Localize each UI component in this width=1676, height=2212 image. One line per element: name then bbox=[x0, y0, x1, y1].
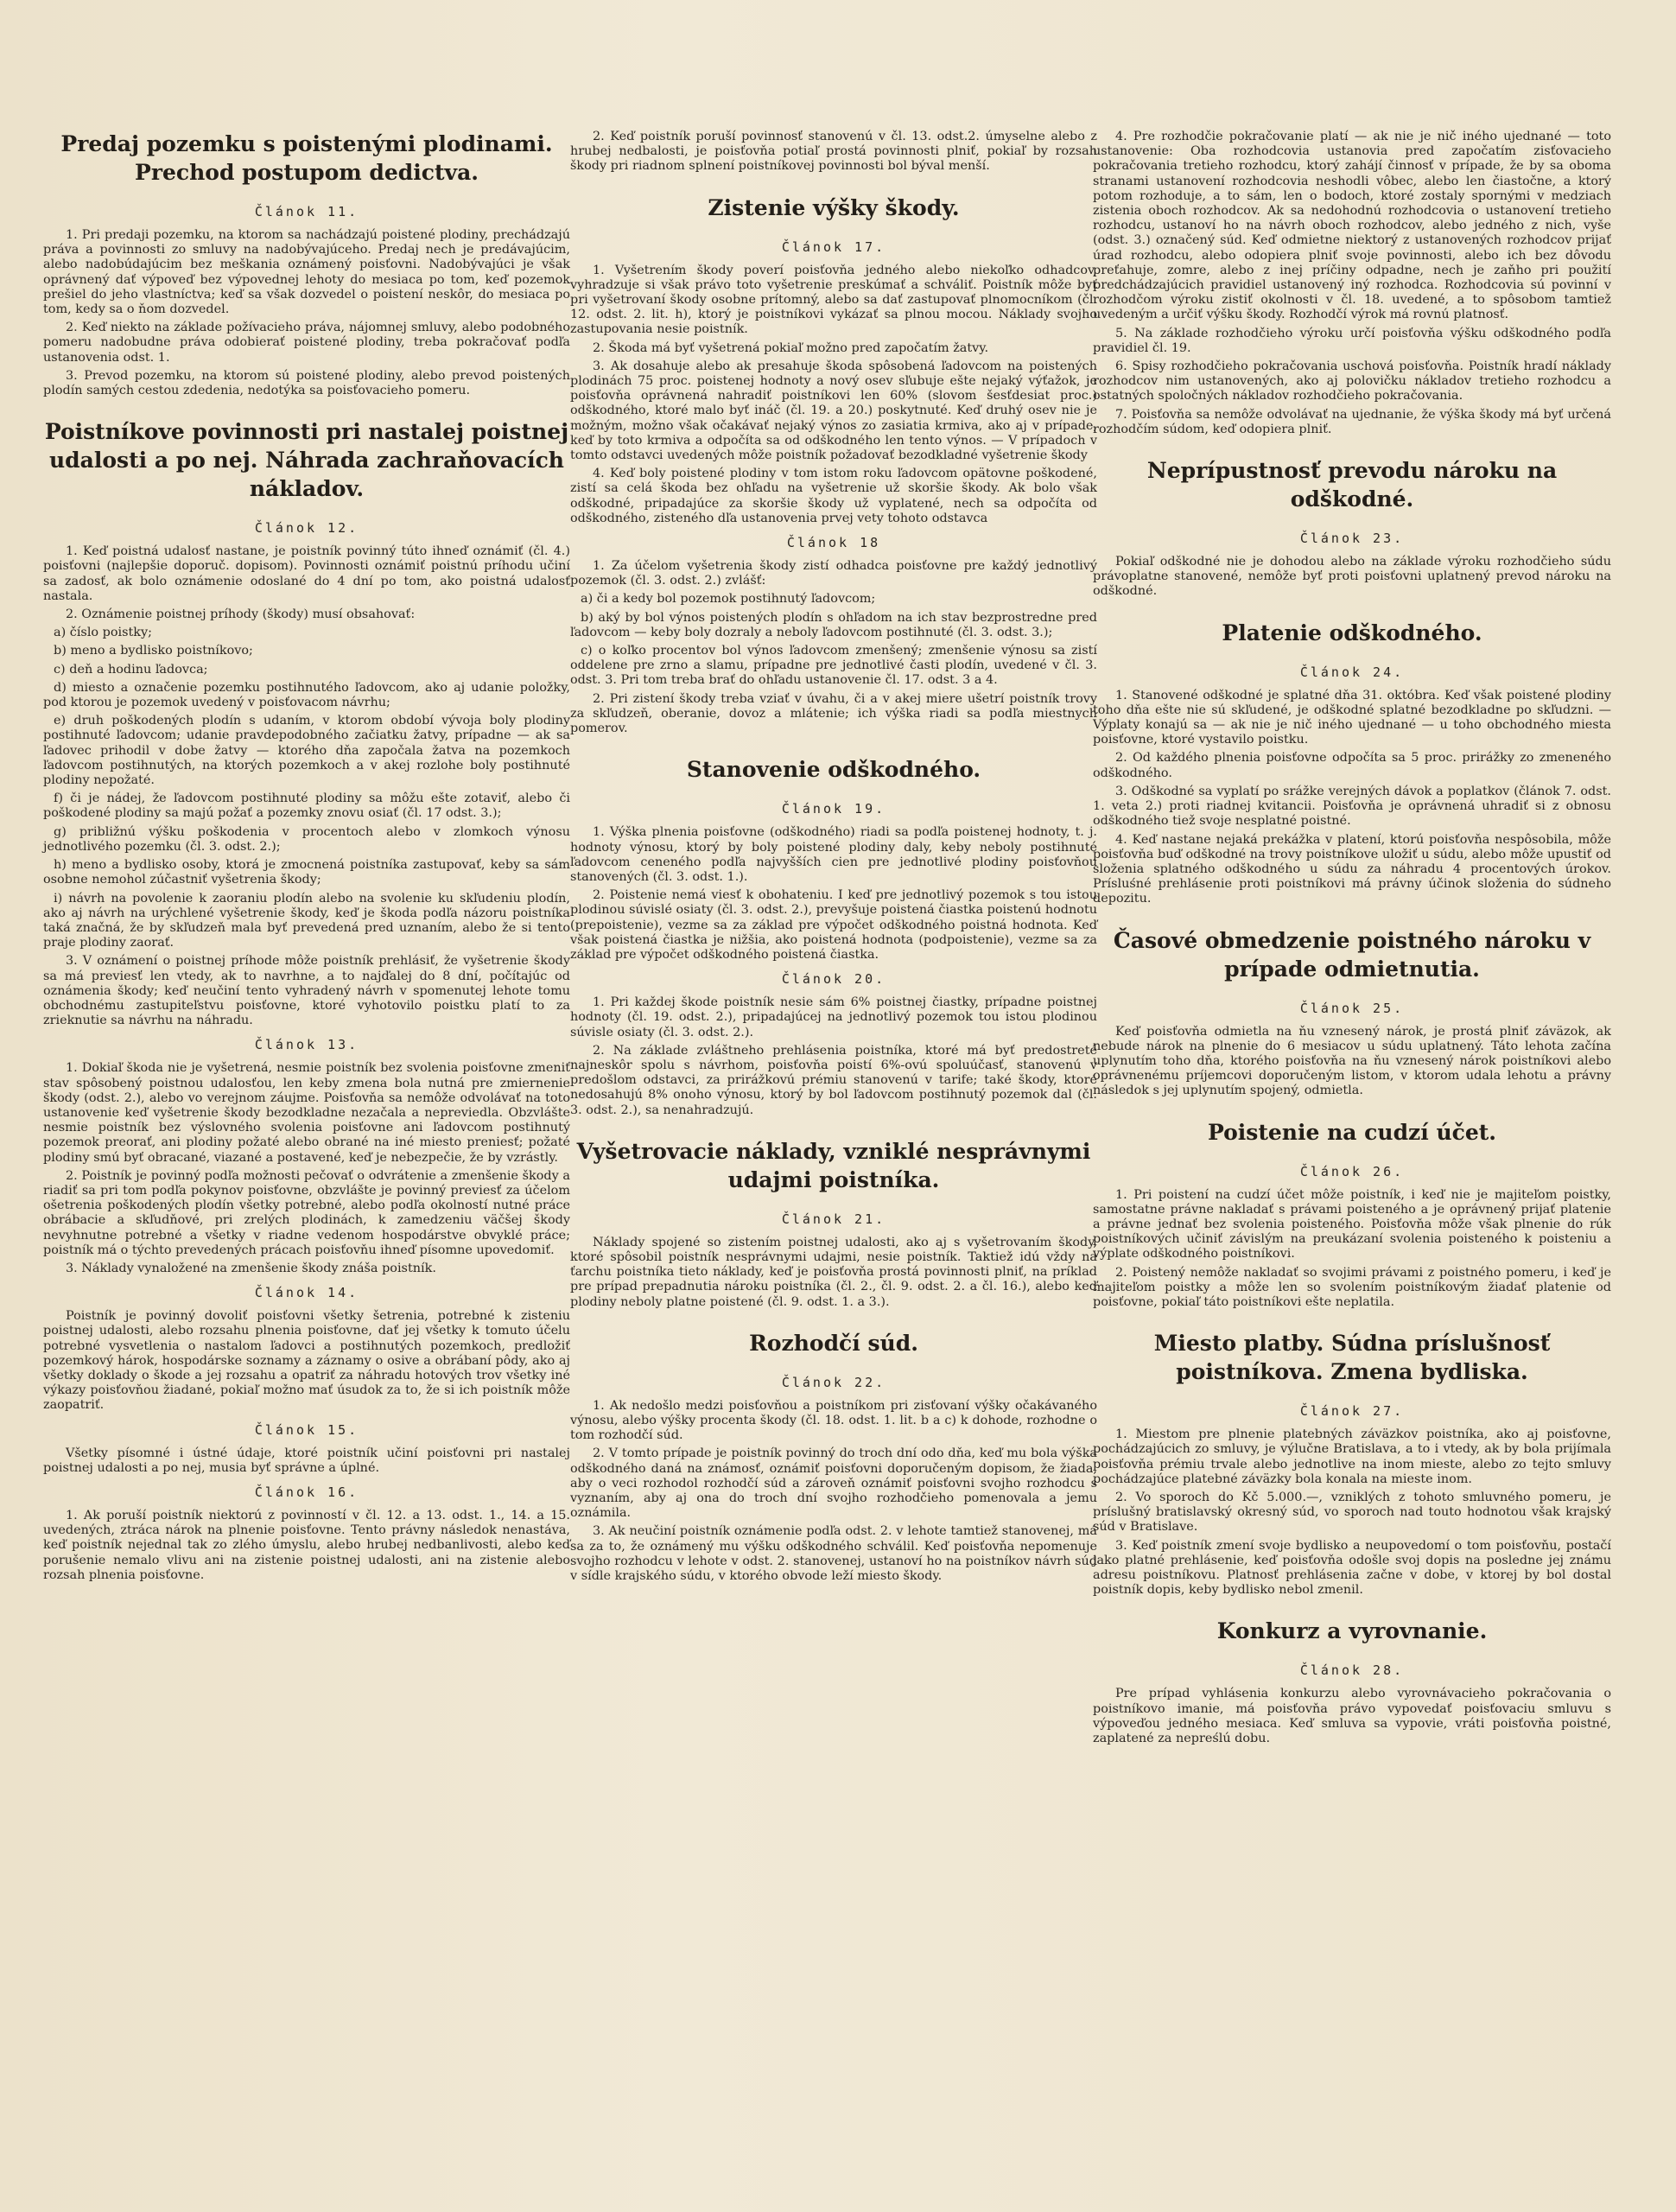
paragraph: 1. Miestom pre plnenie platebných záväzkov poistníka, ako aj poisťovne, pochádzajúcich zo smluvy, je výlučne Bratislava, a to i vtedy, ak by bola prijímala poisťovňa prémiu trvale alebo jednotlive na inom mieste, alebo zo tejto smluvy pochádzajúce platebné záväzky bola konala na mieste inom. bbox=[1093, 1427, 1611, 1486]
article-25-label: Článok 25. bbox=[1299, 1000, 1405, 1016]
article-16-label: Článok 16. bbox=[254, 1484, 359, 1500]
list-item: a) či a kedy bol pozemok postihnutý ľadovcom; bbox=[581, 592, 876, 607]
paragraph: 1. Ak poruší poistník niektorú z povinností v čl. 12. a 13. odst. 1., 14. a 15. uvedených, ztráca nárok na plnenie poisťovne. Tento právny následok nenastáva, keď poistník nejednal tak zo zlého úmyslu, alebo hrubej nedbanlivosti, alebo keď porušenie nemalo vlivu ani na zistenie poistnej udalosti, ani na zistenie alebo rozsah plnenia poisťovne. bbox=[43, 1509, 570, 1582]
paragraph: 2. Poistník je povinný podľa možnosti pečovať o odvrátenie a zmenšenie škody a riadiť sa pri tom podľa pokynov poisťovne, obzvlášte je povinný previesť za účelom ošetrenia poškodených plodín všetky potrebné, alebo podľa okolností nutné práce obrábacie a skľudňové, pri zrelých plodinách, k zamedzeniu väčšej škody nevyhnutne potrebné a všetky v riadne vedenom hospodárstve obvyklé práce; poistník má o týchto prevedených prácach poisťovňu ihneď písomne upovedomiť. bbox=[43, 1168, 570, 1257]
heading-casove-obmedzenie: Časové obmedzenie poistného nároku v prípade odmietnutia. bbox=[1113, 927, 1591, 982]
article-13-label: Článok 13. bbox=[254, 1037, 359, 1053]
list-item: h) meno a bydlisko osoby, ktorá je zmocnená poistníka zastupovať, keby sa sám osobne nemohol zúčastniť vyšetrenia škody; bbox=[43, 858, 570, 887]
article-11-label: Článok 11. bbox=[254, 204, 359, 219]
paragraph: 2. Od každého plnenia poisťovne odpočíta sa 5 proc. prirážky zo zmeneného odškodného. bbox=[1093, 751, 1611, 780]
paragraph: 2. Keď poistník poruší povinnosť stanovenú v čl. 13. odst.2. úmyselne alebo z hrubej nedbalosti, je poisťovňa potiaľ prostá povinnosti plniť, pokiaľ by rozsah škody pri riadnom splnení poistníkovej povinnosti bol býval menší. bbox=[570, 130, 1097, 174]
paragraph: 5. Na základe rozhodčieho výroku určí poisťovňa výšku odškodného podľa pravidiel čl. 19. bbox=[1093, 326, 1611, 355]
paragraph: Pokiaľ odškodné nie je dohodou alebo na základe výroku rozhodčieho súdu právoplatne stanovené, nemôže byť proti poisťovni uplatnený prevod nároku na odškodné. bbox=[1093, 555, 1611, 599]
article-12-label: Článok 12. bbox=[254, 520, 359, 537]
paragraph: 1. Dokiaľ škoda nie je vyšetrená, nesmie poistník bez svolenia poisťovne zmeniť stav spôsobený poistnou udalosťou, len keby zmena bola nutná pre zmiernenie škody (odst. 2.), alebo vo verejnom záujme. Poisťovňa sa nemôže odvolávať na toto ustanovenie keď vyšetrenie škody bezodkladne nezačala a nepreviedla. Obzvlášte nesmie poistník bez výslovného svolenia poisťovne ani ľadovcom postihnutý pozemok preorať, ani plodiny požaté alebo obrané na iné miesto preniesť; požaté plodiny smú byť obracané, viazané a postavené, keď je nebezpečie, že by vzrástly. bbox=[43, 1061, 570, 1165]
list-item: g) približnú výšku poškodenia v procentoch alebo v zlomkoch výnosu jednotlivého pozemku (čl. 3. odst. 2.); bbox=[43, 824, 570, 854]
paragraph: 3. Ak neučiní poistník oznámenie podľa odst. 2. v lehote tamtiež stanovenej, má sa za to, že oznámený mu výšku odškodného schválil. Keď poisťovňa nepomenuje svojho rozhodcu v lehote v odst. 2. stanovenej, ustanoví ho na poistníkov návrh súd v sídle krajského súdu, v ktorého obvode leží miesto škody. bbox=[570, 1524, 1097, 1583]
article-19-label: Článok 19. bbox=[781, 801, 886, 817]
paragraph: 3. V oznámení o poistnej príhode môže poistník prehlásiť, že vyšetrenie škody sa má previesť len vtedy, ak to navrhne, a to najďalej do 8 dní, počítajúc od oznámenia škody; keď neučiní tento vyhradený návrh v spomenutej lehote tomu obchodnému zastupiteľstvu poisťovne, ktoré vyhotovilo poistku platí to za zrieknutie sa návrhu na náhradu. bbox=[43, 954, 570, 1028]
paragraph: 2. Keď niekto na základe požívacieho práva, nájomnej smluvy, alebo podobného pomeru nadobudne práva odobierať poistené plodiny, treba pokračovať podľa ustanovenia odst. 1. bbox=[43, 321, 570, 365]
article-26-label: Článok 26. bbox=[1299, 1163, 1405, 1179]
paragraph: 2. V tomto prípade je poistník povinný do troch dní odo dňa, keď mu bola výška odškodného daná na známosť, oznámiť poisťovni doporučeným dopisom, že žiada, aby o veci rozhodol rozhodčí súd a zároveň oznámiť poisťovni svojho rozhodcu s vyznaním, aby aj ona do troch dní svojho rozhodčieho pomenovala a jemu oznámila. bbox=[570, 1446, 1097, 1521]
paragraph: Pre prípad vyhlásenia konkurzu alebo vyrovnávacieho pokračovania o poistníkovo imanie, má poisťovňa právo vypovedať poisťovaciu smluvu s výpoveďou jedného mesiaca. Keď smluva sa vypovie, vráti poisťovňa poistné, zaplatené za nepreślú dobu. bbox=[1093, 1687, 1611, 1745]
paragraph: 3. Prevod pozemku, na ktorom sú poistené plodiny, alebo prevod poistených plodín samých cestou zdedenia, nedotýka sa poisťovacieho pomeru. bbox=[43, 368, 570, 398]
article-27-label: Článok 27. bbox=[1299, 1403, 1405, 1420]
paragraph: Poistník je povinný dovoliť poisťovni všetky šetrenia, potrebné k zisteniu poistnej udalosti, alebo rozsahu plnenia poisťovne, dať jej všetky k tomuto účelu potrebné vysvetlenia o nastalom ľadovci a postihnutých pozemkoch, predložiť pozemkový hárok, hospodárske soznamy a záznamy o osive a obrábaní pôdy, ako aj všetky doklady o škode a jej rozsahu a opatriť za náhradu hotových trov všetky iné výkazy poisťovňou žiadané, pokiaľ možno mať úsudok za to, že si ich poistník môže zaopatriť. bbox=[43, 1309, 570, 1413]
article-20-label: Článok 20. bbox=[781, 971, 886, 988]
paragraph: 2. Poistenie nemá viesť k obohateniu. I keď pre jednotlivý pozemok s tou istou plodinou súvislé osiaty (čl. 3. odst. 2.), prevyšuje poistená čiastka poistenú hodnotu (prepoistenie), vezme sa za základ pre výpočet odškodného poistná hodnota. Keď však poistená čiastka je nižšia, ako poistená hodnota (podpoistenie), vezme sa za základ pre výpočet odškodného poistená čiastka. bbox=[570, 888, 1098, 962]
paragraph: 1. Ak nedošlo medzi poisťovňou a poistníkom pri zisťovaní výšky očakávaného výnosu, alebo výšky procenta škody (čl. 18. odst. 1. lit. b a c) k dohode, rozhodne o tom rozhodčí súd. bbox=[570, 1398, 1097, 1443]
article-18-label: Článok 18 bbox=[786, 535, 881, 551]
article-28-label: Článok 28. bbox=[1299, 1662, 1405, 1679]
paragraph: 2. Oznámenie poistnej príhody (škody) musí obsahovať: bbox=[66, 607, 416, 622]
column-left bbox=[43, 130, 570, 1586]
paragraph: 1. Za účelom vyšetrenia škody zistí odhadca poisťovne pre každý jednotlivý pozemok (čl. 3. odst. 2.) zvlášť: bbox=[570, 559, 1097, 588]
paragraph: 6. Spisy rozhodčieho pokračovania uschová poisťovňa. Poistník hradí náklady rozhodcov nim ustanovených, ako aj polovičku nákladov tretieho rozhodcu a ostatných spoločných nákladov rozhodčieho pokračovania. bbox=[1093, 359, 1611, 404]
paragraph: 3. Ak dosahuje alebo ak presahuje škoda spôsobená ľadovcom na poistených plodinách 75 proc. poistenej hodnoty a nový osev sľubuje ešte nejaký výťažok, je poisťovňa oprávnená nahradiť poistníkovi len 60% (slovom šesťdesiat proc.) odškodného, ktoré malo byť ináč (čl. 19. a 20.) poskytnuté. Keď druhý osev nie je možným, možno však očakávať nejaký výnos zo zasiatia krmiva, ako aj v prípade, keď by toto krmiva a odpočíta sa od odškodného len tento výnos. — V prípadoch v tomto odstavci uvedených môže poistník požadovať bezodkladné vyšetrenie škody bbox=[570, 359, 1097, 463]
list-item: b) meno a bydlisko poistníkovo; bbox=[54, 644, 253, 658]
heading-miesto-platby: Miesto platby. Súdna príslušnosť poistníkova. Zmena bydliska. bbox=[1153, 1331, 1551, 1385]
heading-konkurz-a-vyrovnanie: Konkurz a vyrovnanie. bbox=[1216, 1618, 1488, 1644]
heading-vysetrovacie-naklady: Vyšetrovacie náklady, vzniklé nesprávnymi udajmi poistníka. bbox=[576, 1138, 1091, 1192]
paragraph: 1. Výška plnenia poisťovne (odškodného) riadi sa podľa poistenej hodnoty, t. j. hodnoty výnosu, ktorý by boly poistené plodiny daly, keby neboly postihnuté ľadovcom ceneného podľa najvyšších cien pre jednotlivé plodiny poisťovňou stanovených (čl. 3. odst. 1.). bbox=[570, 825, 1097, 884]
paragraph: 2. Škoda má byť vyšetrená pokiaľ možno pred započatím žatvy. bbox=[593, 340, 989, 355]
paragraph: 7. Poisťovňa sa nemôže odvolávať na ujednanie, že výška škody má byť určená rozhodčím súdom, keď odopiera plniť. bbox=[1093, 407, 1611, 436]
list-item: b) aký by bol výnos poistených plodín s ohľadom na ich stav bezprostredne pred ľadovcom — keby boly dozraly a neboly ľadovcom postihnuté (čl. 3. odst. 3.); bbox=[570, 610, 1097, 639]
paragraph: 1. Pri poistení na cudzí účet môže poistník, i keď nie je majiteľom poistky, samostatne právne nakladať s právami poisteného a je oprávnený prijať platenie a právne jednať bez svolenia poisteného. Poisťovňa môže však plnenie do rúk poistníkových učiniť závislým na preukázaní svolenia poisteného k poisteniu a výplate odškodného poistníkovi. bbox=[1093, 1187, 1611, 1262]
paragraph: 4. Keď nastane nejaká prekážka v platení, ktorú poisťovňa nespôsobila, môže poisťovňa buď odškodné na trovy poistníkove uložiť u súdu, alebo môže upustiť od složenia splatného odškodného u súdu za náhradu 4 procentových úrokov. Prísluśné prehlásenie proti poistníkovi má právny účinok složenia do súdneho depozitu. bbox=[1093, 832, 1611, 906]
paragraph: 4. Keď boly poistené plodiny v tom istom roku ľadovcom opätovne poškodené, zistí sa celá škoda bez ohľadu na vyšetrenie už skoršie škody. Ak bolo však odškodné, pripadajúce za skoršie škody už vyplatené, nech sa odpočíta od odškodného, zisteného dľa ustanovenia prvej vety tohoto odstavca bbox=[570, 467, 1097, 525]
paragraph: 1. Vyšetrením škody poverí poisťovňa jedného alebo niekoľko odhadcov, vyhradzuje si však právo toto vyšetrenie preskúmať a schváliť. Poistník môže byť pri vyšetrovaní škody osobne prítomný, alebo sa dať zastupovať plnomocníkom (čl. 12. odst. 2. lit. h), ktorý je poistníkovi vykázať sa plnou mocou. Náklady svojho zastupovania nesie poistník. bbox=[570, 263, 1097, 337]
article-21-label: Článok 21. bbox=[781, 1211, 886, 1227]
article-23-label: Článok 23. bbox=[1299, 531, 1405, 547]
list-item: c) deň a hodinu ľadovca; bbox=[54, 662, 208, 677]
paragraph: 1. Pri predaji pozemku, na ktorom sa nachádzajú poistené plodiny, prechádzajú práva a povinnosti zo smluvy na nadobývajúceho. Predaj nech je predávajúcim, alebo nadobúdajúcim bez meškania oznámený poisťovni. Nadobývajúci je však oprávnený dať výpoveď bez výpovednej lehoty do mesiaca po tom, keď pozemok prešiel do jeho vlastníctva; keď sa však dozvedel o poistení neskôr, do mesiaca po tom, kedy sa o ňom dozvedel. bbox=[43, 228, 570, 317]
paragraph: 3. Odškodné sa vyplatí po srážke verejných dávok a poplatkov (článok 7. odst. 1. veta 2.) proti riadnej kvitancii. Poisťovňa je oprávnená uhradiť si z obnosu odškodného tiež svoje nesplatné poistné. bbox=[1093, 784, 1611, 829]
heading-poistnikove-povinnosti: Poistníkove povinnosti pri nastalej poistnej udalosti a po nej. Náhrada zachraňovacích nákladov. bbox=[44, 419, 569, 502]
paragraph: 1. Pri každej škode poistník nesie sám 6% poistnej čiastky, prípadne poistnej hodnoty (čl. 19. odst. 2.), pripadajúcej na jednotlivý pozemok tou istou plodinou súvisle osiaty (čl. 3. odst. 2.). bbox=[570, 995, 1097, 1039]
list-item: a) číslo poistky; bbox=[54, 626, 153, 640]
paragraph: 3. Náklady vynaložené na zmenšenie škody znáša poistník. bbox=[66, 1261, 436, 1275]
paragraph: 2. Pri zistení škody treba vziať v úvahu, či a v akej miere ušetrí poistník trovy za skľudzeň, oberanie, dovoz a mlátenie; ich výška riadi sa podľa miestnych pomerov. bbox=[570, 691, 1097, 736]
article-15-label: Článok 15. bbox=[254, 1421, 359, 1438]
column-middle bbox=[570, 130, 1097, 1587]
paragraph: 2. Poistený nemôže nakladať so svojimi právami z poistného pomeru, i keď je majiteľom poistky a môže len so svolením poistníkovým žiadať platenie od poisťovne, pokiaľ táto poistníkovi ešte neplatila. bbox=[1093, 1265, 1611, 1309]
heading-predaj-pozemku: Predaj pozemku s poistenými plodinami. Prechod postupom dedictva. bbox=[60, 131, 553, 185]
heading-neprípustnost-prevodu: Neprípustnosť prevodu nároku na odškodné. bbox=[1146, 458, 1558, 512]
paragraph: 3. Keď poistník zmení svoje bydlisko a neupovedomí o tom poisťovňu, postačí jako platné prehlásenie, keď poisťovňa odošle svoj dopis na posledne jej známu adresu poistníkovu. Platnosť prehlásenia začne v dobe, v ktorej by bol dostal poistník dopis, keby bydlisko nebol zmenil. bbox=[1093, 1538, 1611, 1598]
heading-platenie-odskodneho: Platenie odškodného. bbox=[1222, 620, 1482, 645]
heading-rozhodci-sud: Rozhodčí súd. bbox=[749, 1330, 918, 1356]
paragraph: 4. Pre rozhodčie pokračovanie platí — ak nie je nič iného ujednané — toto ustanovenie: Oba rozhodcovia ustanovia pred započatím zisťovacieho pokračovania tretieho rozhodcu, ktorý zahájí činnosť v prípade, že by sa oboma stranami ustanovení rozhodcovia neshodli vôbec, alebo len čiastočne, a ktorý potom rozhoduje, a to sám, len o bodoch, ktoré zostaly spornými v medziach zistenia oboch rozhodcov. Ak sa nedohodnú rozhodcovia o ustanovení tretieho rozhodcu, ustanoví ho na návrh oboch rozhodcov, alebo jedného z nich, vyše (odst. 3.) označený súd. Keď odmietne niektorý z ustanovených rozhodcov prijať úrad rozhodcu, alebo odopiera plniť svoje povinnosti, alebo ich bez dôvodu preťahuje, zomre, alebo z inej príčiny odpadne, nech je zaňho pri použití predchádzajúcich pravidiel ustanovený iný rozhodca. Rozhodcovia sú povinní v rozhodčom výroku zistiť okolnosti v čl. 18. uvedené, a to spôsobom tamtiež uvedeným a určiť výšku škody. Rozhodčí výrok má rovnú platnosť. bbox=[1093, 130, 1611, 322]
paragraph: Keď poisťovňa odmietla na ňu vznesený nárok, je prostá plniť záväzok, ak nebude nárok na plnenie do 6 mesiacov u súdu uplatnený. Táto lehota začína uplynutím toho dňa, ktorého poisťovňa na ňu vznesený nárok poistníkovi alebo oprávnenému príjemcovi doporučeným listom, v ktorom udala lehotu a právny následok s jej uplynutím spojený, odmietla. bbox=[1093, 1024, 1611, 1098]
heading-zistenie-vysky-skody: Zistenie výšky škody. bbox=[708, 194, 960, 220]
list-item: i) návrh na povolenie k zaoraniu plodín alebo na svolenie ku skľudeniu plodín, ako aj návrh na urýchlené vyšetrenie škody, keď je škoda podľa názoru poistníka taká značná, že by skľudzeň mala byť prevedená pred uznaním, alebo že si tento prajе plodiny zaorať. bbox=[43, 891, 570, 950]
list-item: e) druh poškodených plodín s udaním, v ktorom období vývoja boly plodiny postihnuté ľadovcom; udanie pravdepodobného začiatku žatvy, prípadne — ak sa ľadovec prihodil v dobe žatvy — ktorého dňa započala žatva na pozemkoch ľadovcom postihnutých, na ktorých pozemkoch a v akej rozlohe boly postihnuté plodiny nepožaté. bbox=[43, 714, 570, 788]
column-right bbox=[1093, 130, 1611, 1750]
article-14-label: Článok 14. bbox=[254, 1285, 359, 1301]
paragraph: Náklady spojené so zistením poistnej udalosti, ako aj s vyšetrovaním škody, ktoré spôsobil poistník nesprávnymi udajmi, nesie poistník. Taktiež idú vždy na ťarchu poistníka tieto náklady, keď je poisťovňa prostá povinnosti plniť, na príklad pre prípad prepadnutia nároku poistníka (čl. 2., čl. 9. odst. 2. a čl. 16.), alebo keď plodiny neboly platne poistené (čl. 9. odst. 1. a 3.). bbox=[570, 1235, 1097, 1309]
heading-poistenie-na-cudzi-ucet: Poistenie na cudzí účet. bbox=[1207, 1119, 1497, 1145]
paragraph: 1. Keď poistná udalosť nastane, je poistník povinný túto ihneď oznámiť (čl. 4.) poisťovni (najlepšie doporuč. dopisom). Povinnosti oznámiť poistnú príhodu učiní sa zadosť, ak bolo oznámenie odoslané do 4 dní po tom, ako poistná udalosť nastala. bbox=[43, 544, 570, 603]
list-item: f) či je nádej, že ľadovcom postihnuté plodiny sa môžu ešte zotaviť, alebo či poškodené plodiny sa majú požať a pozemky znovu osiať (čl. 17 odst. 3.); bbox=[43, 791, 570, 821]
list-item: d) miesto a označenie pozemku postihnutého ľadovcom, ako aj udanie položky, pod ktorou je pozemok uvedený v poisťovacom návrhu; bbox=[43, 680, 570, 710]
paragraph: 2. Na základe zvláštneho prehlásenia poistníka, ktoré má byť predostreté najneskôr spolu s návrhom, poisťovňa poistí 6%-ovú spoluúčasť, stanovenú v predošlom odstavci, za prirážkovú prémiu stanovenú v tarife; také škody, ktoré nedosahujú 8% onoho výnosu, ktorý by bol ľadovcom postihnutý pozemok dal (čl. 3. odst. 2.), sa nenahradzujú. bbox=[570, 1043, 1097, 1117]
heading-stanovenie-odskodneho: Stanovenie odškodného. bbox=[686, 757, 981, 783]
article-22-label: Článok 22. bbox=[781, 1374, 886, 1390]
article-24-label: Článok 24. bbox=[1299, 664, 1405, 680]
list-item: c) o koľko procentov bol výnos ľadovcom zmenšený; zmenšenie výnosu sa zistí oddelene pre zrno a slamu, prípadne pre jednotlivé časti plodín, uvedené v čl. 3. odst. 3. Pri tom treba brať do ohľadu ustanovenie čl. 17. odst. 3 a 4. bbox=[570, 644, 1097, 688]
paragraph: 2. Vo sporoch do Kč 5.000.—, vzniklých z tohoto smluvného pomeru, je príslušný bratislavský okresný súd, vo sporoch nad touto hodnotou však krajský súd v Bratislave. bbox=[1093, 1490, 1611, 1535]
article-17-label: Článok 17. bbox=[781, 238, 886, 255]
paragraph: 1. Stanovené odškodné je splatné dňa 31. októbra. Keď však poistené plodiny toho dňa ešte nie sú skľudené, je odškodné splatné bezodkladne po skľudzni. — Výplaty konajú sa — ak nie je nič iného ujednané — u toho obchodného miesta poisťovne, ktoré vystavilo poistku. bbox=[1093, 688, 1611, 747]
paragraph: Všetky písomné i ústné údaje, ktoré poistník učiní poisťovni pri nastalej poistnej udalosti a po nej, musia byť správne a úplné. bbox=[43, 1446, 570, 1475]
